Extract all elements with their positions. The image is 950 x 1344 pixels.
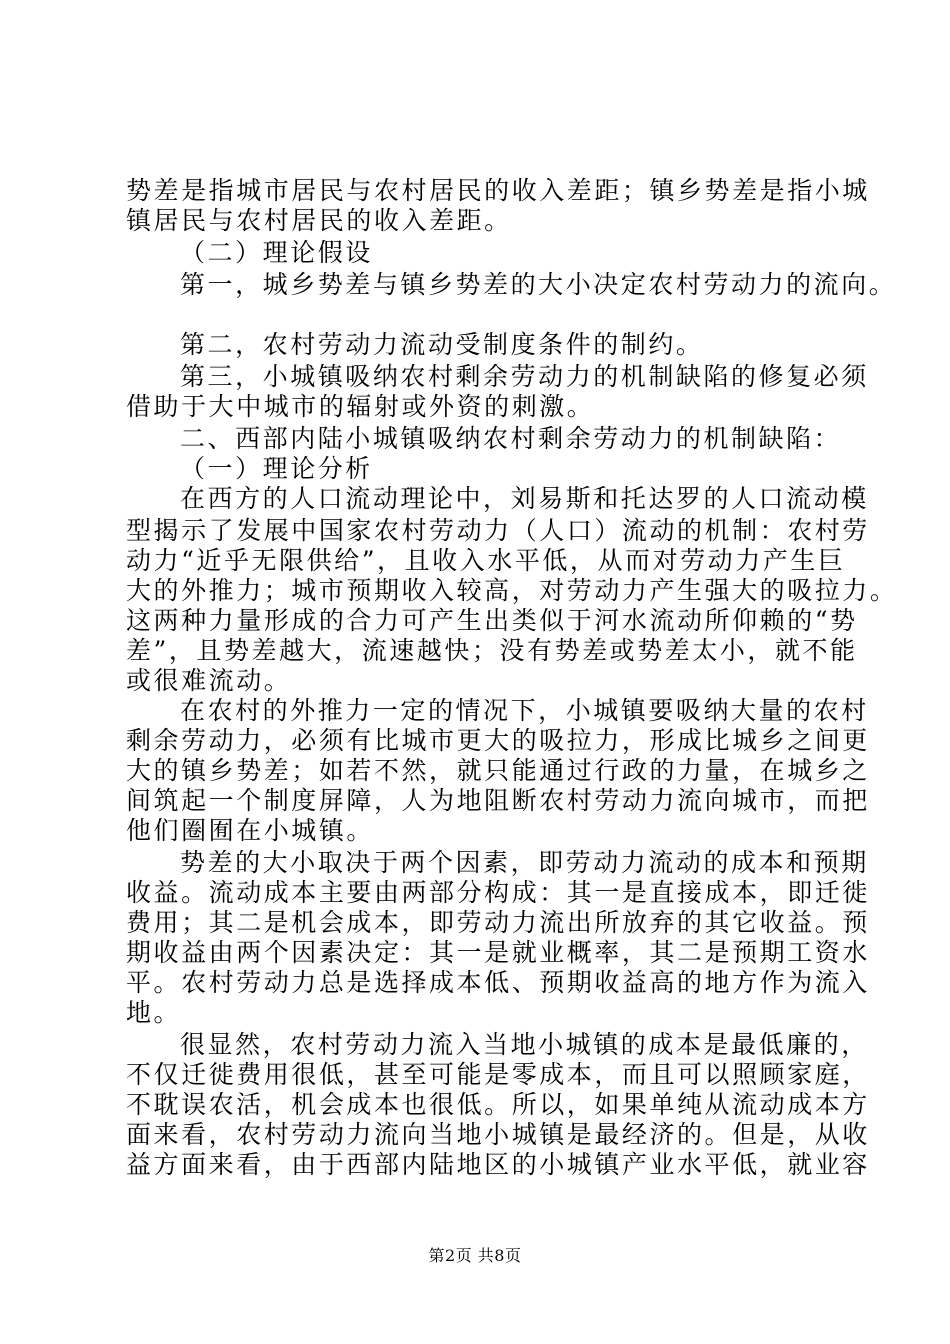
text-line: 在农村的外推力一定的情况下，小城镇要吸纳大量的农村 [180,696,869,725]
text-line: 差”，且势差越大，流速越快；没有势差或势差太小，就不能 [126,636,858,665]
text-line: 第一，城乡势差与镇乡势差的大小决定农村劳动力的流向。 [180,270,897,299]
section-heading: （二）理论假设 [180,238,373,267]
text-line: 在西方的人口流动理论中，刘易斯和托达罗的人口流动模 [180,484,869,513]
text-line: 镇居民与农村居民的收入差距。 [126,206,512,235]
section-heading: 二、西部内陆小城镇吸纳农村剩余劳动力的机制缺陷： [180,424,842,453]
text-line: 不耽误农活，机会成本也很低。所以，如果单纯从流动成本方 [126,1090,870,1119]
section-heading: （一）理论分析 [180,454,373,483]
text-line: 这两种力量形成的合力可产生出类似于河水流动所仰赖的“势 [126,606,858,635]
text-line: 动力“近乎无限供给”，且收入水平低，从而对劳动力产生巨 [126,546,846,575]
text-line: 势差是指城市居民与农村居民的收入差距；镇乡势差是指小城 [126,176,870,205]
text-line: 益方面来看，由于西部内陆地区的小城镇产业水平低，就业容 [126,1150,870,1179]
text-line: 平。农村劳动力总是选择成本低、预期收益高的地方作为流入 [126,968,870,997]
text-line: 收益。流动成本主要由两部分构成：其一是直接成本，即迁徙 [126,878,870,907]
text-line: 费用；其二是机会成本，即劳动力流出所放弃的其它收益。预 [126,908,870,937]
text-line: 间筑起一个制度屏障，人为地阻断农村劳动力流向城市，而把 [126,786,870,815]
text-line: 第二，农村劳动力流动受制度条件的制约。 [180,330,704,359]
text-line: 很显然，农村劳动力流入当地小城镇的成本是最低廉的， [180,1030,869,1059]
text-line: 期收益由两个因素决定：其一是就业概率，其二是预期工资水 [126,938,870,967]
text-line: 面来看，农村劳动力流向当地小城镇是最经济的。但是，从收 [126,1120,870,1149]
text-line: 大的镇乡势差；如若不然，就只能通过行政的力量，在城乡之 [126,756,870,785]
text-line: 势差的大小取决于两个因素，即劳动力流动的成本和预期 [180,848,869,877]
text-line: 他们圈囿在小城镇。 [126,816,374,845]
text-line: 地。 [126,998,182,1027]
text-line: 大的外推力；城市预期收入较高，对劳动力产生强大的吸拉力。 [126,576,898,605]
text-line: 第三，小城镇吸纳农村剩余劳动力的机制缺陷的修复必须 [180,362,869,391]
text-line: 型揭示了发展中国家农村劳动力（人口）流动的机制：农村劳 [126,516,870,545]
text-line: 或很难流动。 [126,666,292,695]
text-line: 借助于大中城市的辐射或外资的刺激。 [126,392,595,421]
page-number-footer: 第2页 共8页 [428,1246,522,1265]
text-line: 剩余劳动力，必须有比城市更大的吸拉力，形成比城乡之间更 [126,726,870,755]
text-line: 不仅迁徙费用很低，甚至可能是零成本，而且可以照顾家庭， [126,1060,870,1089]
